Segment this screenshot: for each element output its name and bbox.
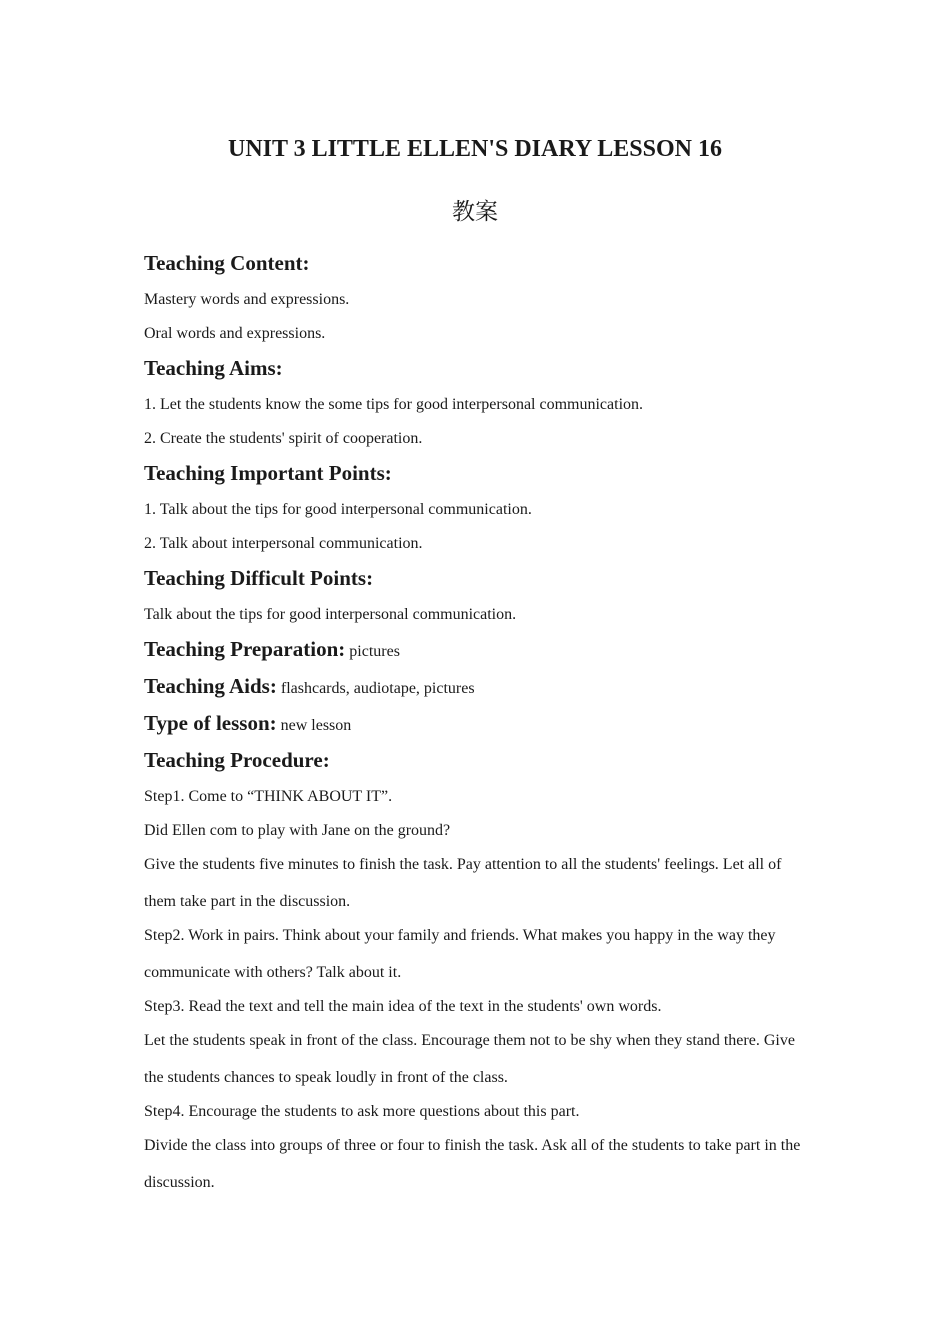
important-points-line: 1. Talk about the tips for good interpersonal communication. — [144, 501, 532, 518]
teaching-preparation-heading: Teaching Preparation — [144, 637, 339, 661]
teaching-aims-line: 2. Create the students' spirit of cooperation. — [144, 430, 423, 447]
document-subtitle: 教案 — [452, 199, 498, 225]
teaching-procedure-heading: Teaching Procedure: — [144, 748, 330, 772]
procedure-step1-note: Give the students five minutes to finish the task. Pay attention to all the students' feelings. Let all of them take part in the discussion. — [144, 856, 782, 910]
teaching-aids-line — [144, 671, 806, 708]
teaching-content-heading: Teaching Content: — [144, 251, 310, 275]
teaching-preparation-colon: : — [338, 637, 346, 661]
document-body — [144, 248, 806, 1202]
document-title: UNIT 3 LITTLE ELLEN'S DIARY LESSON 16 — [228, 136, 722, 162]
important-points-heading: Teaching Important Points: — [144, 461, 392, 485]
procedure-step3-note: Let the students speak in front of the class. Encourage them not to be shy when they stand there. Give the students chances to speak loudly in front of the class. — [144, 1032, 795, 1086]
procedure-step2: Step2. Work in pairs. Think about your family and friends. What makes you happy in the way they communicate with others? Talk about it. — [144, 927, 776, 981]
lesson-type-line — [144, 708, 806, 745]
teaching-preparation-line — [144, 634, 806, 671]
lesson-type-heading: Type of lesson: — [144, 711, 277, 735]
teaching-aims-heading: Teaching Aims: — [144, 356, 283, 380]
procedure-step3: Step3. Read the text and tell the main idea of the text in the students' own words. — [144, 998, 662, 1015]
difficult-points-heading: Teaching Difficult Points: — [144, 566, 374, 590]
lesson-type-value: new lesson — [276, 717, 352, 734]
procedure-step1-question: Did Ellen com to play with Jane on the ground? — [144, 822, 451, 839]
teaching-content-line: Mastery words and expressions. — [144, 291, 350, 308]
procedure-step1: Step1. Come to “THINK ABOUT IT”. — [144, 788, 393, 805]
teaching-content-line: Oral words and expressions. — [144, 325, 326, 342]
procedure-step4-note: Divide the class into groups of three or four to finish the task. Ask all of the students to take part in the discussion. — [144, 1137, 801, 1191]
important-points-line: 2. Talk about interpersonal communication. — [144, 535, 423, 552]
teaching-aims-line: 1. Let the students know the some tips for good interpersonal communication. — [144, 396, 644, 413]
procedure-step4: Step4. Encourage the students to ask more questions about this part. — [144, 1103, 580, 1120]
teaching-preparation-value: pictures — [345, 643, 400, 660]
difficult-points-line: Talk about the tips for good interpersonal communication. — [144, 606, 517, 623]
teaching-aids-value: flashcards, audiotape, pictures — [276, 680, 475, 697]
teaching-aids-heading: Teaching Aids: — [144, 674, 277, 698]
